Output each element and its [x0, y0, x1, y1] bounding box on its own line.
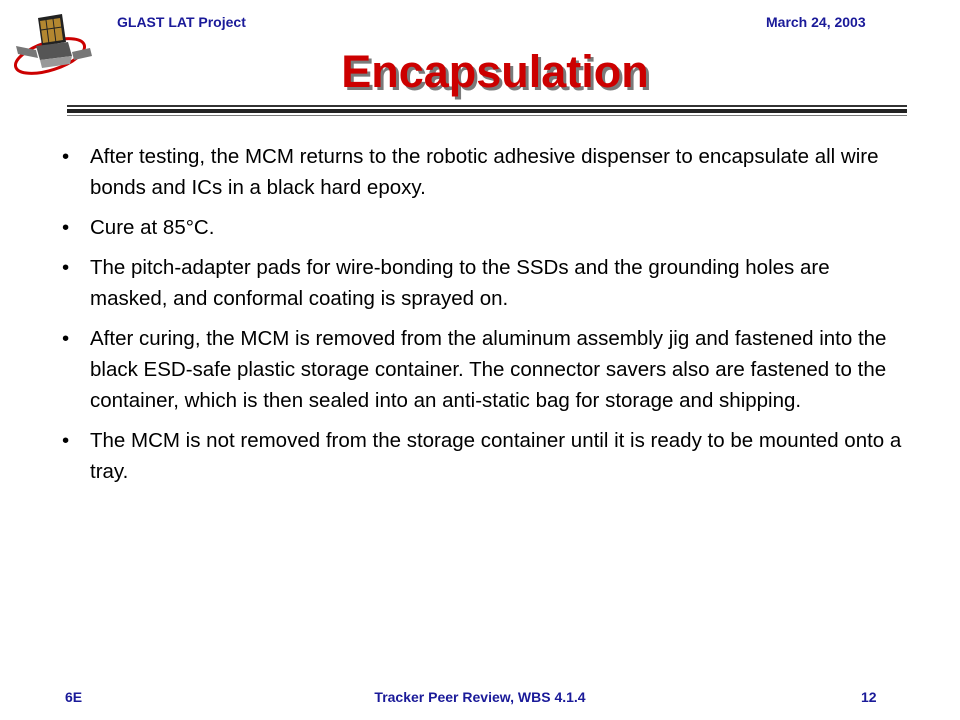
bullet-dot: • [62, 327, 70, 350]
bullet-text: The MCM is not removed from the storage container until it is ready to be mounted onto a tray. [90, 429, 902, 483]
slide-title: Encapsulation [341, 46, 649, 97]
bullet-dot: • [62, 145, 70, 168]
bullet-dot: • [62, 216, 70, 239]
bullet-dot: • [62, 429, 70, 452]
bullet-item [62, 252, 912, 314]
bullet-text: The pitch-adapter pads for wire-bonding to the SSDs and the grounding holes are masked, and conformal coating is sprayed on. [90, 256, 830, 310]
header-project-name: GLAST LAT Project [117, 14, 246, 30]
footer-review-title: Tracker Peer Review, WBS 4.1.4 [374, 689, 586, 705]
footer-section-code: 6E [65, 689, 83, 705]
header-date: March 24, 2003 [766, 14, 866, 30]
bullet-list [62, 141, 912, 496]
title-container [0, 44, 960, 100]
bullet-text: Cure at 85°C. [90, 216, 215, 239]
footer-page-number: 12 [861, 689, 877, 705]
bullet-text: After curing, the MCM is removed from the aluminum assembly jig and fastened into the black ESD-safe plastic storage container. The connector savers also are fastened to the container, which is then sealed into an anti-static bag for storage and shipping. [90, 327, 887, 412]
bullet-item [62, 323, 912, 416]
title-divider-bottom [67, 115, 907, 116]
bullet-item [62, 425, 912, 487]
bullet-dot: • [62, 256, 70, 279]
bullet-item [62, 141, 912, 203]
title-divider-top [67, 105, 907, 107]
title-divider-middle [67, 109, 907, 113]
bullet-item [62, 212, 912, 243]
bullet-text: After testing, the MCM returns to the robotic adhesive dispenser to encapsulate all wire bonds and ICs in a black hard epoxy. [90, 145, 879, 199]
